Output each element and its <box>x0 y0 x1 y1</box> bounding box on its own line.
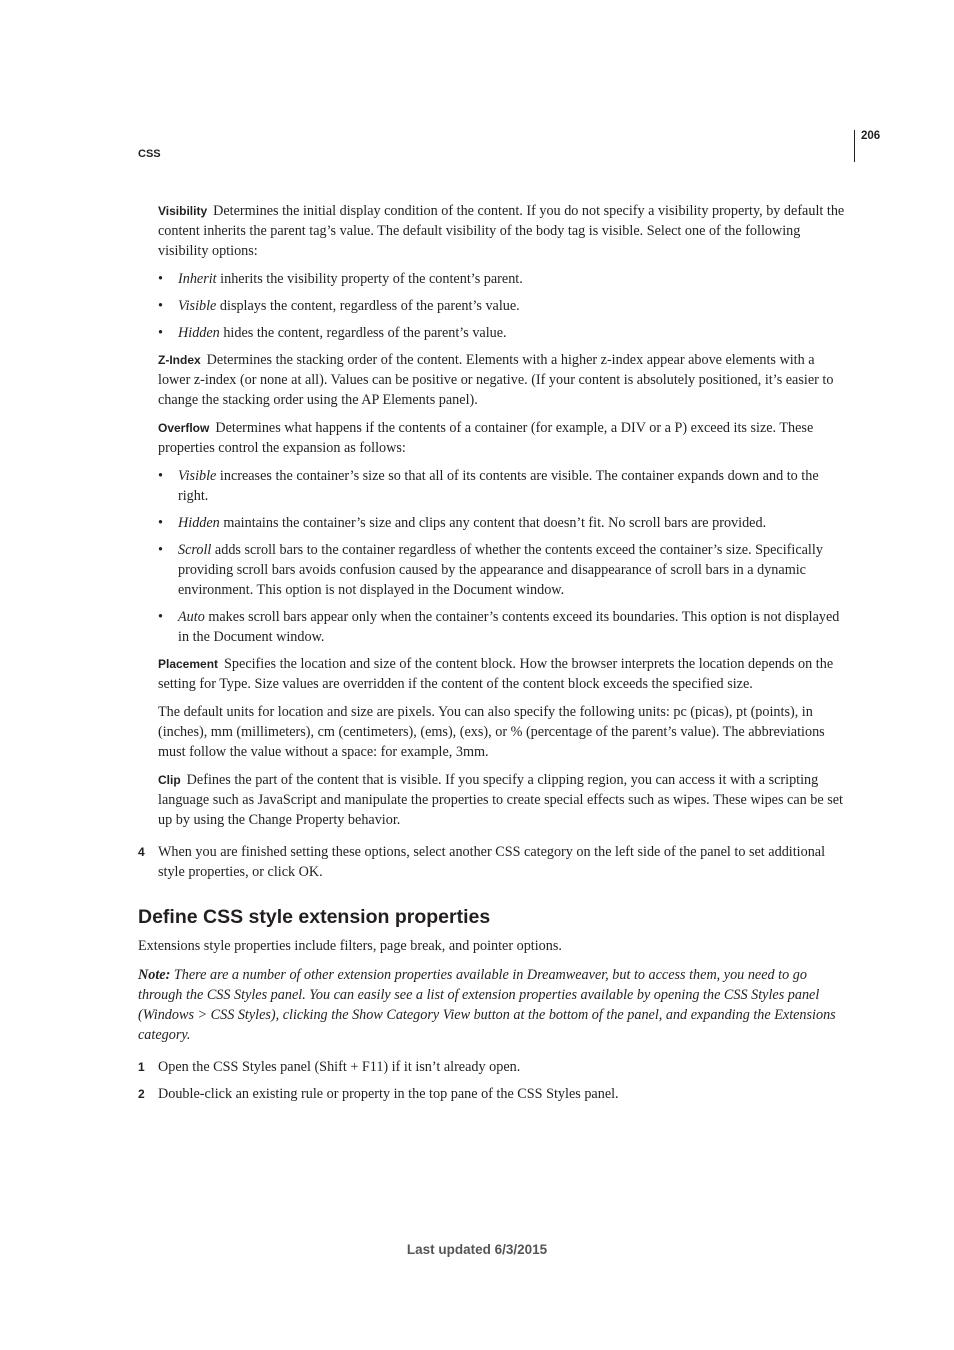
option-text: adds scroll bars to the container regardless of whether the contents exceed the container’s size. Specifically providing scroll bars avoids confusion caused by the appearance and disappearance of scroll bars in a dynamic environment. This option is not displayed in the Document window. <box>178 542 823 598</box>
note-text: There are a number of other extension properties available in Dreamweaver, but to access them, you need to go through the CSS Styles panel. You can easily see a list of extension properties available by opening the CSS Styles panel (Windows > CSS Styles), clicking the Show Category View button at the bottom of the panel, and expanding the Extensions category. <box>138 967 836 1043</box>
bullet-icon: • <box>158 609 163 625</box>
option-text: increases the container’s size so that all of its contents are visible. The container expands down and to the right. <box>178 468 819 504</box>
option-name: Visible <box>178 298 217 314</box>
bullet-icon: • <box>158 298 163 314</box>
bullet-icon: • <box>158 271 163 287</box>
option-text: hides the content, regardless of the parent’s value. <box>219 325 507 341</box>
bullet-icon: • <box>158 325 163 341</box>
step-number: 2 <box>138 1087 145 1101</box>
bullet-icon: • <box>158 542 163 558</box>
option-name: Inherit <box>178 271 217 287</box>
option-text: displays the content, regardless of the parent’s value. <box>216 298 520 314</box>
list-item <box>158 296 850 316</box>
overflow-description: Determines what happens if the contents of a container (for example, a DIV or a P) exceed its size. These properties control the expansion as follows: <box>158 420 814 456</box>
placement-units-paragraph: The default units for location and size are pixels. You can also specify the following units: pc (picas), pt (points), in (inches), mm (millimeters), cm (centimeters), (ems), (exs), or % (percentage of the parent’s value). The abbreviations must follow the value without a space: for example, 3mm. <box>158 704 825 760</box>
bullet-icon: • <box>158 515 163 531</box>
running-head: CSS <box>138 148 161 160</box>
overflow-paragraph <box>158 418 850 458</box>
list-item <box>158 269 850 289</box>
list-item <box>158 323 850 343</box>
step-number: 4 <box>138 845 145 859</box>
visibility-term: Visibility <box>158 204 208 218</box>
visibility-description: Determines the initial display condition of the content. If you do not specify a visibility property, by default the content inherits the parent tag’s value. The default visibility of the body tag is visible. Select one of the following visibility options: <box>158 203 845 259</box>
clip-description: Defines the part of the content that is visible. If you specify a clipping region, you can access it with a scripting language such as JavaScript and manipulate the properties to create special effects such as wipes. These wipes can be set up by using the Change Property behavior. <box>158 772 843 828</box>
step-number: 1 <box>138 1060 145 1074</box>
step-text: Open the CSS Styles panel (Shift + F11) if it isn’t already open. <box>158 1059 521 1075</box>
overflow-term: Overflow <box>158 421 210 435</box>
placement-description: Specifies the location and size of the content block. How the browser interprets the location depends on the setting for Type. Size values are overridden if the content of the content block exceeds the specified size. <box>158 656 834 692</box>
step-1 <box>138 1057 850 1077</box>
placement-term: Placement <box>158 657 219 671</box>
option-text: inherits the visibility property of the content’s parent. <box>216 271 523 287</box>
step-text: When you are finished setting these options, select another CSS category on the left side of the panel to set additional style properties, or click OK. <box>158 844 826 880</box>
placement-paragraph <box>158 654 850 694</box>
zindex-term: Z-Index <box>158 353 201 367</box>
bullet-icon: • <box>158 468 163 484</box>
step-2 <box>138 1084 850 1104</box>
option-text: maintains the container’s size and clips any content that doesn’t fit. No scroll bars are provided. <box>219 515 767 531</box>
visibility-paragraph <box>158 201 850 261</box>
zindex-paragraph <box>158 350 850 410</box>
page-content <box>138 201 850 1111</box>
step-text: Double-click an existing rule or property in the top pane of the CSS Styles panel. <box>158 1086 619 1102</box>
overflow-options-list <box>138 466 850 647</box>
list-item <box>158 607 850 647</box>
option-name: Hidden <box>178 325 220 341</box>
zindex-description: Determines the stacking order of the content. Elements with a higher z-index appear above elements with a lower z-index (or none at all). Values can be positive or negative. (If your content is absolutely positioned, it’s easier to change the stacking order using the AP Elements panel). <box>158 352 834 408</box>
section-intro: Extensions style properties include filters, page break, and pointer options. <box>138 938 562 954</box>
step-4 <box>138 842 850 882</box>
list-item <box>158 540 850 600</box>
visibility-options-list <box>138 269 850 343</box>
clip-paragraph <box>158 770 850 830</box>
option-name: Scroll <box>178 542 212 558</box>
note-label: Note: <box>138 967 171 983</box>
footer-last-updated: Last updated 6/3/2015 <box>406 1242 548 1257</box>
note-paragraph <box>138 965 850 1045</box>
header-divider <box>854 130 855 162</box>
list-item <box>158 513 850 533</box>
option-name: Visible <box>178 468 217 484</box>
option-text: makes scroll bars appear only when the container’s contents exceed its boundaries. This option is not displayed in the Document window. <box>178 609 840 645</box>
page-number: 206 <box>861 130 881 142</box>
option-name: Auto <box>178 609 205 625</box>
section-heading: Define CSS style extension properties <box>138 906 491 928</box>
clip-term: Clip <box>158 773 181 787</box>
option-name: Hidden <box>178 515 220 531</box>
list-item <box>158 466 850 506</box>
